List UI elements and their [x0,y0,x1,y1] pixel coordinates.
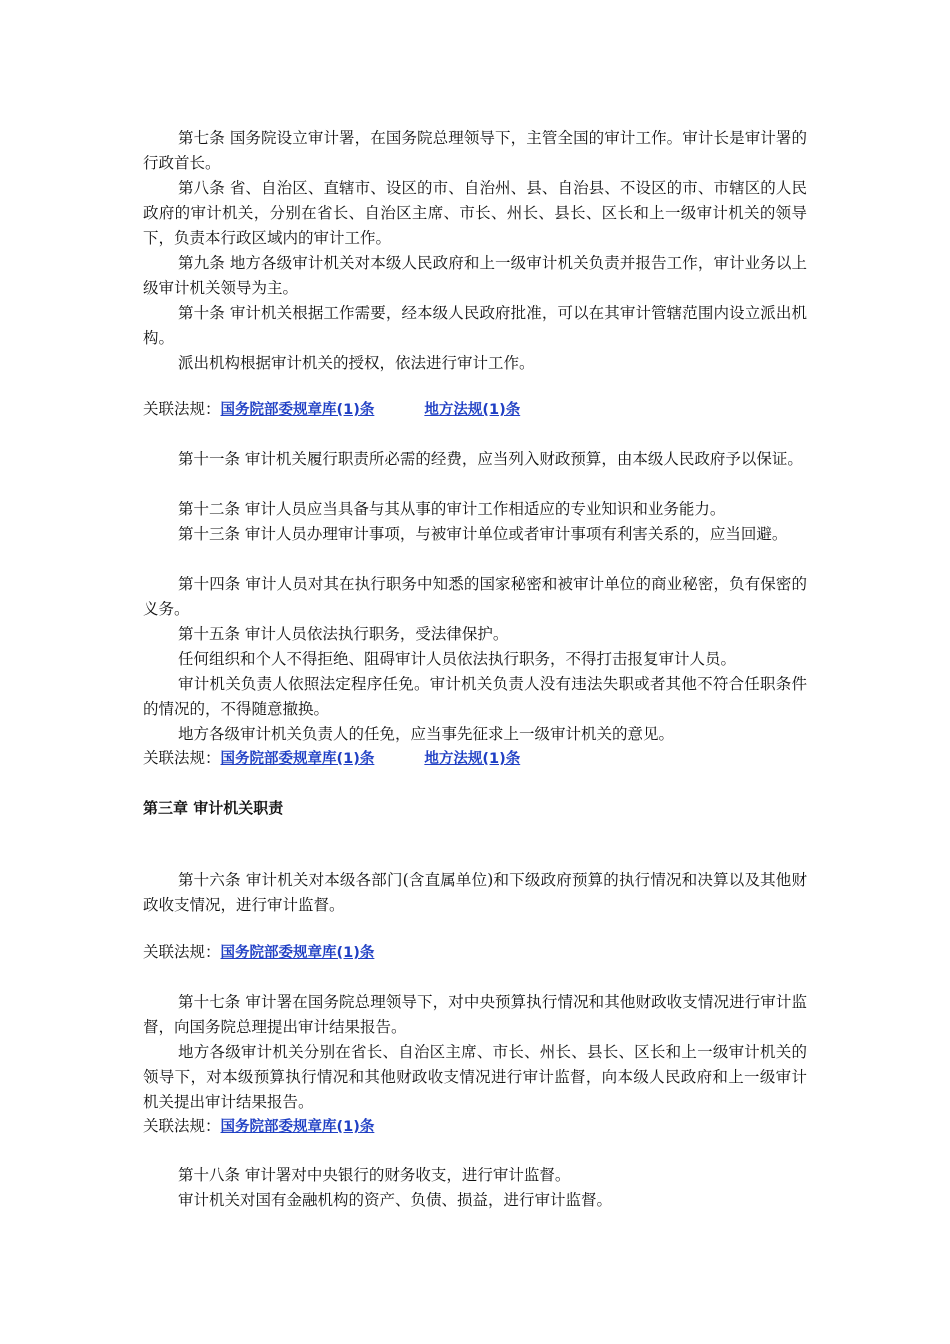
related-laws-1 [143,398,520,421]
related-label: 关联法规： [143,943,221,961]
article-10: 第十条 审计机关根据工作需要，经本级人民政府批准，可以在其审计管辖范围内设立派出机构。 [143,304,807,347]
state-council-regulations-link[interactable]: 国务院部委规章库(1)条 [220,751,375,767]
article-15-para4: 地方各级审计机关负责人的任免，应当事先征求上一级审计机关的意见。 [178,725,675,743]
state-council-regulations-link[interactable]: 国务院部委规章库(1)条 [220,945,375,961]
related-label: 关联法规： [143,1117,221,1135]
article-9: 第九条 地方各级审计机关对本级人民政府和上一级审计机关负责并报告工作，审计业务以上级审计机关领导为主。 [143,254,807,297]
local-regulations-link[interactable]: 地方法规(1)条 [424,402,521,418]
article-15-para3: 审计机关负责人依照法定程序任免。审计机关负责人没有违法失职或者其他不符合任职条件的情况的，不得随意撤换。 [143,675,807,718]
article-13: 第十三条 审计人员办理审计事项，与被审计单位或者审计事项有利害关系的，应当回避。 [178,525,788,543]
article-17: 第十七条 审计署在国务院总理领导下，对中央预算执行情况和其他财政收支情况进行审计监督，向国务院总理提出审计结果报告。 [143,993,807,1036]
article-14: 第十四条 审计人员对其在执行职务中知悉的国家秘密和被审计单位的商业秘密，负有保密的义务。 [143,575,807,618]
article-8: 第八条 省、自治区、直辖市、设区的市、自治州、县、自治县、不设区的市、市辖区的人民政府的审计机关，分别在省长、自治区主席、市长、州长、县长、区长和上一级审计机关的领导下，负责本行政区域内的审计工作。 [143,179,807,247]
related-label: 关联法规： [143,749,221,767]
article-18: 第十八条 审计署对中央银行的财务收支，进行审计监督。 [178,1166,571,1184]
related-laws-4 [143,1115,374,1138]
local-regulations-link[interactable]: 地方法规(1)条 [424,751,521,767]
article-11: 第十一条 审计机关履行职责所必需的经费，应当列入财政预算，由本级人民政府予以保证。 [178,450,803,468]
article-7: 第七条 国务院设立审计署，在国务院总理领导下，主管全国的审计工作。审计长是审计署的行政首长。 [143,129,807,172]
article-12: 第十二条 审计人员应当具备与其从事的审计工作相适应的专业知识和业务能力。 [178,500,726,518]
article-10-para2: 派出机构根据审计机关的授权，依法进行审计工作。 [178,354,535,372]
article-16: 第十六条 审计机关对本级各部门(含直属单位)和下级政府预算的执行情况和决算以及其他财政收支情况，进行审计监督。 [143,871,807,914]
state-council-regulations-link[interactable]: 国务院部委规章库(1)条 [220,1119,375,1135]
state-council-regulations-link[interactable]: 国务院部委规章库(1)条 [220,402,375,418]
related-laws-2 [143,747,520,770]
related-laws-3 [143,941,374,964]
article-15-para2: 任何组织和个人不得拒绝、阻碍审计人员依法执行职务，不得打击报复审计人员。 [178,650,737,668]
article-17-para2: 地方各级审计机关分别在省长、自治区主席、市长、州长、县长、区长和上一级审计机关的领导下，对本级预算执行情况和其他财政收支情况进行审计监督，向本级人民政府和上一级审计机关提出审计结果报告。 [143,1043,807,1111]
article-18-para2: 审计机关对国有金融机构的资产、负债、损益，进行审计监督。 [178,1191,613,1209]
chapter-3-heading: 第三章 审计机关职责 [143,799,284,817]
related-label: 关联法规： [143,400,221,418]
article-15: 第十五条 审计人员依法执行职务，受法律保护。 [178,625,509,643]
